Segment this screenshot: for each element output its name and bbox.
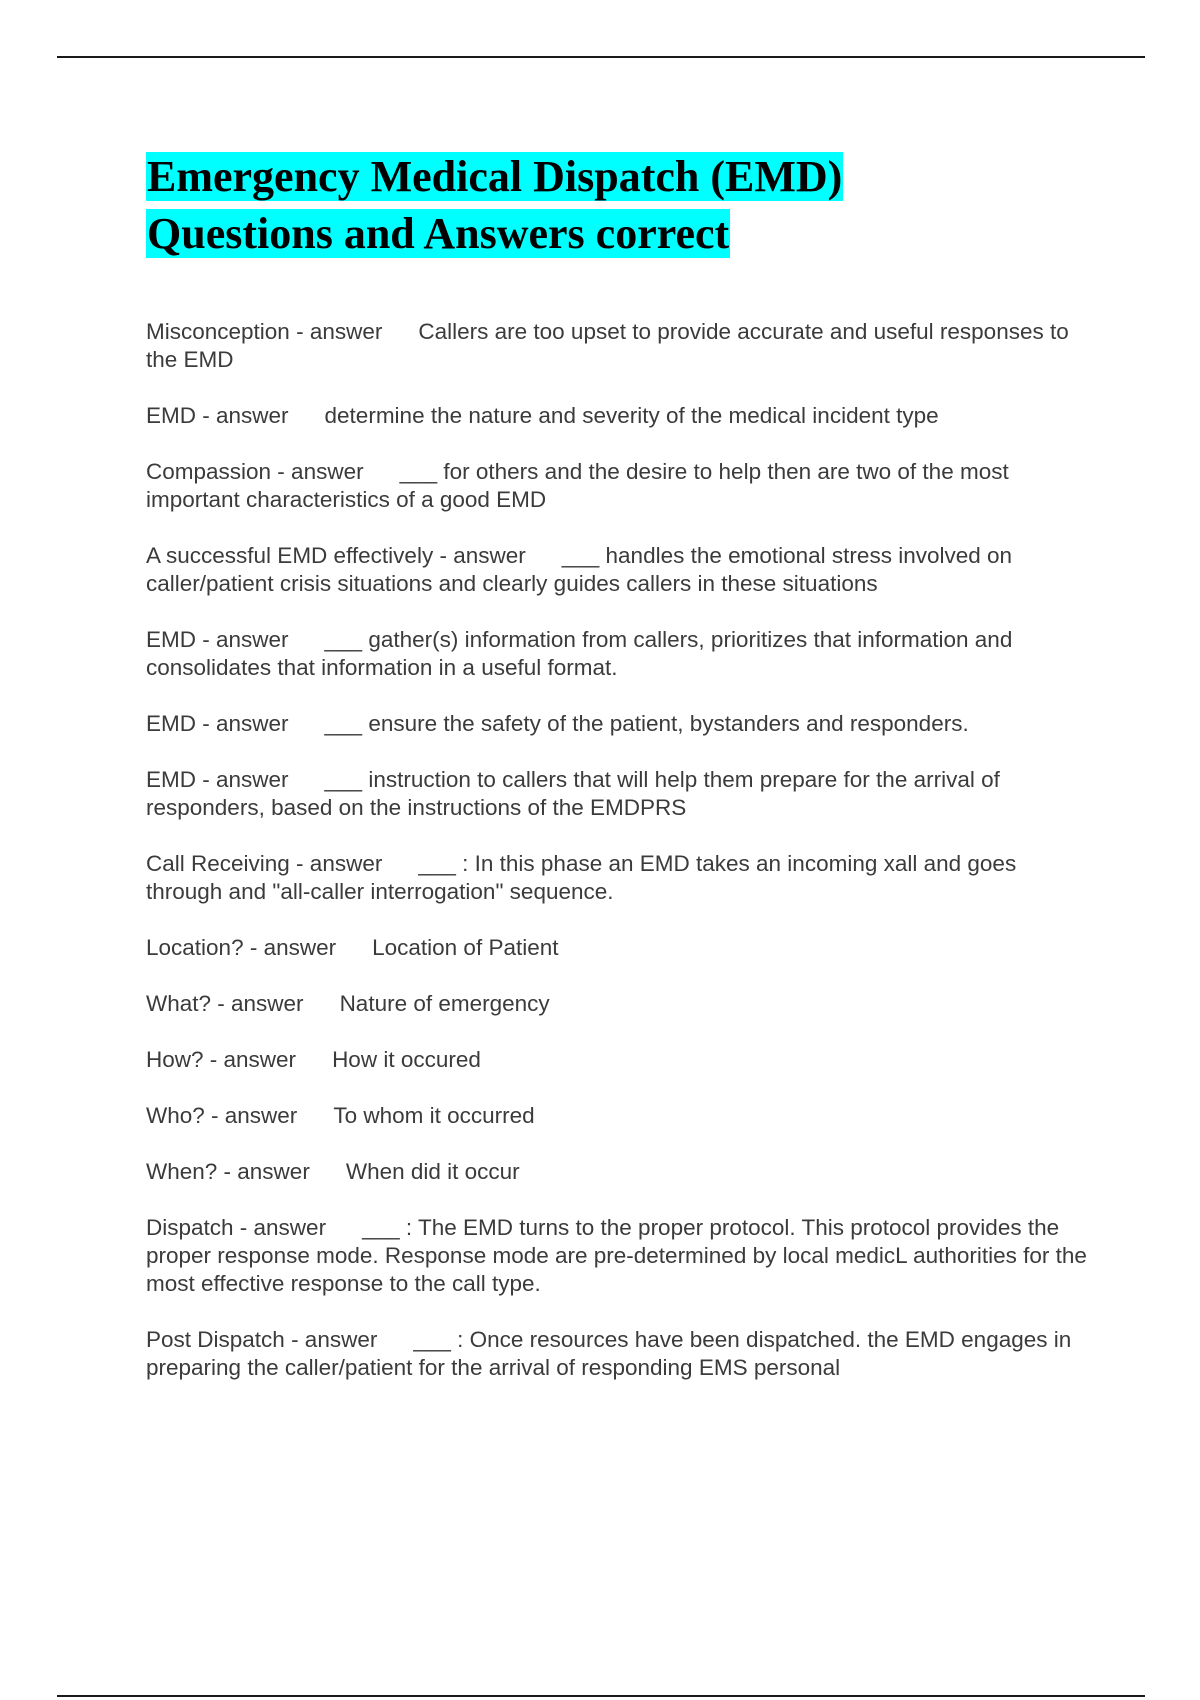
qa-term: Call Receiving - answer (146, 851, 383, 876)
qa-term: Misconception - answer (146, 319, 383, 344)
qa-term: Who? - answer (146, 1103, 298, 1128)
qa-item (146, 1158, 1096, 1186)
qa-answer: ___ : In this phase an EMD takes an incoming xall and goes through and "all-caller interrogation" sequence. (146, 851, 1017, 904)
qa-item (146, 766, 1096, 822)
qa-item (146, 710, 1096, 738)
qa-answer: Callers are too upset to provide accurate and useful responses to the EMD (146, 319, 1069, 372)
qa-answer: Location of Patient (372, 935, 559, 960)
qa-term: When? - answer (146, 1159, 310, 1184)
qa-term: Compassion - answer (146, 459, 364, 484)
qa-term: EMD - answer (146, 627, 289, 652)
title-line-2: Questions and Answers correct (147, 209, 730, 258)
title-line-1: Emergency Medical Dispatch (EMD) (147, 152, 843, 201)
qa-answer: ___ : Once resources have been dispatched. the EMD engages in preparing the caller/patient for the arrival of responding EMS personal (146, 1327, 1072, 1380)
qa-answer: ___ handles the emotional stress involved on caller/patient crisis situations and clearly guides callers in these situations (146, 543, 1013, 596)
qa-term: Location? - answer (146, 935, 337, 960)
qa-list (146, 318, 1096, 1382)
qa-term: EMD - answer (146, 767, 289, 792)
qa-answer: ___ gather(s) information from callers, prioritizes that information and consolidates that information in a useful format. (146, 627, 1013, 680)
document-title (146, 148, 1096, 262)
qa-item (146, 850, 1096, 906)
qa-term: EMD - answer (146, 403, 289, 428)
header-rule (57, 56, 1145, 58)
qa-answer: ___ : The EMD turns to the proper protocol. This protocol provides the proper response mode. Response mode are pre-determined by local medicL authorities for the most effective response to the call type. (146, 1215, 1087, 1296)
qa-item (146, 1102, 1096, 1130)
qa-term: What? - answer (146, 991, 304, 1016)
qa-answer: To whom it occurred (333, 1103, 535, 1128)
qa-item (146, 1326, 1096, 1382)
qa-item (146, 1214, 1096, 1298)
qa-term: Post Dispatch - answer (146, 1327, 378, 1352)
qa-item (146, 626, 1096, 682)
qa-item (146, 402, 1096, 430)
qa-item (146, 318, 1096, 374)
qa-item (146, 1046, 1096, 1074)
qa-item (146, 990, 1096, 1018)
qa-item (146, 458, 1096, 514)
qa-answer: Nature of emergency (339, 991, 550, 1016)
qa-answer: When did it occur (345, 1159, 520, 1184)
qa-answer: ___ for others and the desire to help then are two of the most important characteristics of a good EMD (146, 459, 1009, 512)
qa-answer: ___ instruction to callers that will help them prepare for the arrival of responders, based on the instructions of the EMDPRS (146, 767, 1000, 820)
footer-rule (57, 1695, 1145, 1697)
qa-term: A successful EMD effectively - answer (146, 543, 526, 568)
qa-term: EMD - answer (146, 711, 289, 736)
document-body (146, 148, 1096, 1410)
qa-term: Dispatch - answer (146, 1215, 327, 1240)
qa-item (146, 934, 1096, 962)
qa-answer: ___ ensure the safety of the patient, bystanders and responders. (324, 711, 969, 736)
qa-answer: How it occured (332, 1047, 481, 1072)
qa-answer: determine the nature and severity of the medical incident type (324, 403, 939, 428)
qa-term: How? - answer (146, 1047, 297, 1072)
qa-item (146, 542, 1096, 598)
